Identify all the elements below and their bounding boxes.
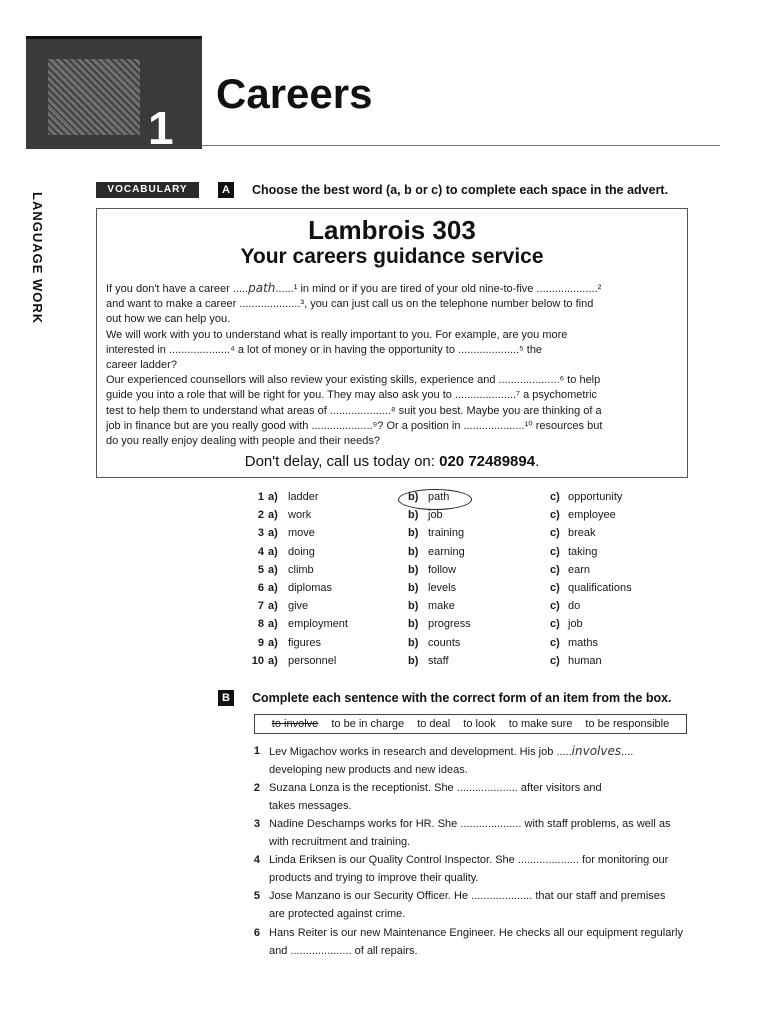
option-letter-c: c) bbox=[550, 545, 560, 558]
option-letter-b: b) bbox=[408, 582, 419, 594]
advert-box bbox=[96, 208, 688, 478]
option-c: qualifications bbox=[568, 582, 632, 594]
advert-line: out how we can help you. bbox=[106, 313, 231, 326]
unit-number: 1 bbox=[148, 102, 174, 154]
decorative-texture bbox=[48, 59, 140, 135]
option-letter-a: a) bbox=[268, 545, 278, 558]
advert-call-line: Don't delay, call us today on: 020 72489894. bbox=[244, 453, 540, 470]
option-number: 3 bbox=[257, 527, 264, 540]
advert-line: interested in ....................⁴ a lot of money or in having the opportunity to ....................⁵ the bbox=[106, 343, 543, 356]
option-c: employee bbox=[568, 509, 616, 522]
advert-line: career ladder? bbox=[106, 359, 177, 372]
option-letter-c: c) bbox=[550, 582, 560, 594]
advert-line: guide you into a role that will be right for you. They may also ask you to ....................⁷ a psychometric bbox=[106, 389, 598, 402]
option-number: 10 bbox=[251, 654, 264, 667]
option-letter-a: a) bbox=[268, 527, 278, 540]
option-number: 9 bbox=[257, 636, 264, 649]
section-a-letter: A bbox=[218, 182, 234, 198]
option-number: 2 bbox=[257, 509, 264, 522]
option-row bbox=[248, 637, 668, 655]
word-box-item: to involve bbox=[271, 718, 319, 730]
phone-number: 020 72489894 bbox=[439, 453, 536, 470]
option-a: diplomas bbox=[288, 582, 333, 594]
option-letter-a: a) bbox=[268, 582, 278, 594]
option-number: 8 bbox=[257, 618, 264, 631]
option-number: 4 bbox=[257, 545, 264, 558]
option-b: training bbox=[428, 527, 465, 540]
option-letter-a: a) bbox=[268, 509, 278, 522]
option-row bbox=[248, 564, 668, 582]
word-box-item: to be responsible bbox=[585, 718, 670, 730]
option-c: opportunity bbox=[568, 491, 623, 503]
word-box-item: to make sure bbox=[508, 718, 573, 730]
option-a: give bbox=[288, 600, 309, 613]
header-divider bbox=[202, 145, 720, 146]
option-b: job bbox=[428, 509, 443, 522]
option-b: levels bbox=[428, 582, 457, 594]
option-letter-b: b) bbox=[408, 491, 419, 503]
advert-line: test to help them to understand what areas of ....................⁸ suit you best. Maybe you are thinking of a bbox=[106, 404, 602, 417]
option-b: make bbox=[428, 600, 455, 613]
option-letter-c: c) bbox=[550, 527, 560, 540]
option-b: follow bbox=[428, 563, 457, 576]
option-c: maths bbox=[568, 636, 598, 649]
option-letter-c: c) bbox=[550, 600, 560, 613]
option-c: job bbox=[568, 618, 583, 631]
option-letter-b: b) bbox=[408, 636, 419, 649]
side-label: LANGUAGE WORK bbox=[30, 192, 45, 325]
section-b-instruction: Complete each sentence with the correct form of an item from the box. bbox=[252, 691, 672, 705]
option-letter-a: a) bbox=[268, 654, 278, 667]
handwritten-answer: path bbox=[248, 281, 276, 295]
option-row bbox=[248, 546, 668, 564]
option-letter-b: b) bbox=[408, 509, 419, 522]
advert-line: If you don't have a career .....path......¹ in mind or if you are tired of your old nine-to-five ....................² bbox=[106, 281, 602, 295]
advert-line: do you really enjoy dealing with people and their needs? bbox=[106, 435, 380, 448]
option-a: ladder bbox=[288, 491, 319, 503]
option-a: personnel bbox=[288, 654, 337, 667]
option-a: move bbox=[288, 527, 315, 540]
advert-subtitle: Your careers guidance service bbox=[240, 245, 544, 268]
option-c: taking bbox=[568, 545, 598, 558]
call-text: Don't delay, call us today on: bbox=[244, 453, 435, 470]
option-a: doing bbox=[288, 545, 315, 558]
word-box-item: to look bbox=[463, 718, 496, 730]
option-a: climb bbox=[288, 563, 314, 576]
option-number: 7 bbox=[257, 600, 264, 613]
option-number: 6 bbox=[257, 582, 264, 594]
option-number: 5 bbox=[257, 563, 264, 576]
option-letter-b: b) bbox=[408, 545, 419, 558]
option-b: path bbox=[428, 491, 450, 503]
advert-body bbox=[106, 281, 686, 449]
unit-number-block bbox=[26, 36, 202, 154]
option-letter-c: c) bbox=[550, 654, 560, 667]
advert-line: We will work with you to understand what is really important to you. For example, are you more bbox=[106, 328, 568, 341]
option-letter-c: c) bbox=[550, 563, 560, 576]
option-number: 1 bbox=[257, 491, 264, 503]
option-letter-c: c) bbox=[550, 636, 560, 649]
word-box-item: to deal bbox=[417, 718, 451, 730]
section-b-letter: B bbox=[218, 690, 234, 706]
option-row bbox=[248, 527, 668, 545]
option-c: human bbox=[568, 654, 602, 667]
option-letter-a: a) bbox=[268, 636, 278, 649]
advert-line: job in finance but are you really good with ....................⁹? Or a position in ....................¹⁰ resources but bbox=[106, 419, 603, 432]
option-letter-c: c) bbox=[550, 509, 560, 522]
option-c: break bbox=[568, 527, 596, 540]
option-c: do bbox=[568, 600, 581, 613]
advert-title: Lambrois 303 bbox=[308, 215, 476, 245]
option-a: work bbox=[288, 509, 312, 522]
option-letter-c: c) bbox=[550, 491, 560, 503]
option-letter-b: b) bbox=[408, 527, 419, 540]
unit-title: Careers bbox=[216, 70, 373, 117]
option-b: counts bbox=[428, 636, 461, 649]
option-b: earning bbox=[428, 545, 465, 558]
word-box bbox=[254, 714, 687, 734]
vocabulary-badge: VOCABULARY bbox=[96, 182, 199, 198]
option-a: figures bbox=[288, 636, 322, 649]
option-letter-b: b) bbox=[408, 654, 419, 667]
option-letter-b: b) bbox=[408, 600, 419, 613]
option-a: employment bbox=[288, 618, 348, 631]
advert-line: and want to make a career ....................³, you can just call us on the telephone number below to find bbox=[106, 298, 594, 311]
option-row bbox=[248, 618, 668, 636]
handwritten-answer: involves bbox=[571, 744, 622, 758]
option-row bbox=[248, 600, 668, 618]
option-letter-a: a) bbox=[268, 600, 278, 613]
option-row bbox=[248, 582, 668, 600]
answer-circle bbox=[398, 489, 472, 510]
option-row bbox=[248, 509, 668, 527]
option-row bbox=[248, 655, 668, 673]
option-letter-a: a) bbox=[268, 563, 278, 576]
advert-line: Our experienced counsellors will also review your existing skills, experience and ....................⁶ to help bbox=[106, 374, 601, 387]
option-letter-b: b) bbox=[408, 618, 419, 631]
option-c: earn bbox=[568, 563, 591, 576]
option-letter-b: b) bbox=[408, 563, 419, 576]
option-b: staff bbox=[428, 654, 449, 667]
option-letter-a: a) bbox=[268, 491, 278, 503]
section-a-instruction: Choose the best word (a, b or c) to complete each space in the advert. bbox=[252, 183, 669, 197]
option-b: progress bbox=[428, 618, 471, 631]
option-letter-c: c) bbox=[550, 618, 560, 631]
option-letter-a: a) bbox=[268, 618, 278, 631]
word-box-item: to be in charge bbox=[331, 718, 405, 730]
